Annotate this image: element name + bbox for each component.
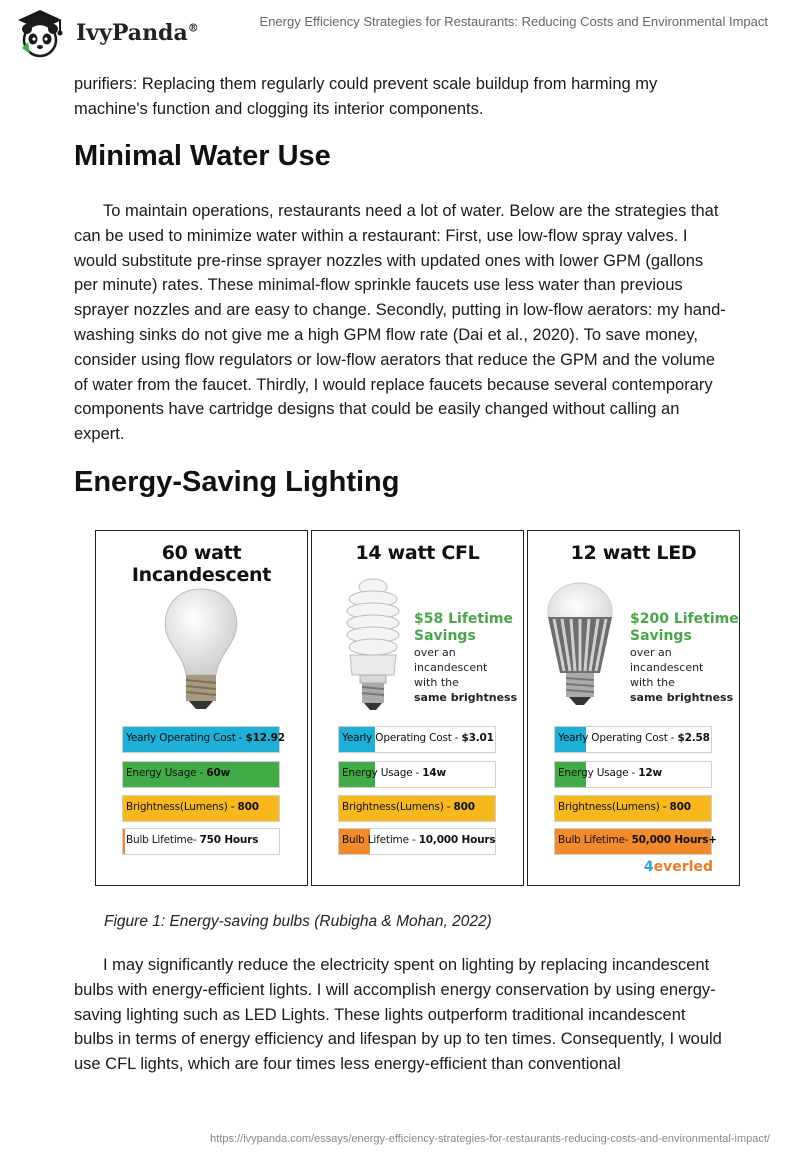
bar-label: Yearly Operating Cost - $12.92 <box>126 732 285 744</box>
savings-text: over an <box>414 646 456 659</box>
bar-label: Bulb Lifetime - 10,000 Hours <box>342 834 496 846</box>
bar-lifetime <box>122 828 280 855</box>
savings-text: same brightness <box>414 691 518 704</box>
brand-name: IvyPanda® <box>76 20 199 46</box>
bar-energy <box>338 761 496 788</box>
savings-amount: $58 Lifetime Savings <box>414 611 513 644</box>
page-header <box>0 0 800 62</box>
brand-logo: 4everled <box>643 859 713 875</box>
panda-logo-icon <box>12 8 68 58</box>
panel-led <box>527 530 740 886</box>
savings-callout <box>630 611 740 705</box>
bar-energy <box>554 761 712 788</box>
savings-text: incandescent <box>630 661 704 674</box>
bar-cost <box>554 726 712 753</box>
panel-title: 60 watt Incandescent <box>131 542 272 586</box>
paragraph-lighting: I may significantly reduce the electricity spent on lighting by replacing incandescent bulbs with energy-efficient lights. I will accomplish energy conservation by using energy-saving lighting such as LED Lights. These lights outperform traditional incandescent bulbs in terms of energy efficiency and lifespan by up to ten times. Consequently, I would use CFL lights, which are four times less energy-efficient than conventional <box>74 956 722 1074</box>
bar-label: Energy Usage - 12w <box>558 767 662 779</box>
bar-lifetime <box>554 828 717 855</box>
bar-cost <box>338 726 496 753</box>
bar-label: Energy Usage - 14w <box>342 767 446 779</box>
heading-lighting: Energy-Saving Lighting <box>74 466 400 498</box>
bar-lifetime <box>338 828 496 855</box>
cfl-bulb-icon <box>338 575 408 715</box>
bar-label: Yearly Operating Cost - $2.58 <box>558 732 710 744</box>
savings-text: with the <box>630 676 675 689</box>
savings-text: over an <box>630 646 672 659</box>
bar-label: Bulb Lifetime- 50,000 Hours+ <box>558 834 717 846</box>
bar-label: Yearly Operating Cost - $3.01 <box>342 732 494 744</box>
incandescent-bulb-icon <box>156 585 246 715</box>
paragraph-water: To maintain operations, restaurants need a lot of water. Below are the strategies that can be used to minimize water within a restaurant: First, use low-flow spray valves. I would substitute pre-rinse sprayer nozzles with updated ones with lower GPM (gallons per minute) rates. These minimal-flow sprinkle faucets use less water than previous sprayer nozzles and are easy to change. Secondly, putting in low-flow aerators: my hand-washing sinks do not give me a high GPM flow rate (Dai et al., 2020). To save money, consider using flow regulators or low-flow aerators that reduce the GPM and the volume of water from the faucet. Thirdly, I would replace faucets because several contemporary components have cartridge designs that could be easily changed without calling an expert. <box>74 202 726 444</box>
paragraph-intro: purifiers: Replacing them regularly could prevent scale buildup from harming my machine's function and clogging its interior components. <box>74 75 658 118</box>
savings-amount: $200 Lifetime Savings <box>630 611 739 644</box>
bar-brightness <box>554 795 712 822</box>
heading-water-use: Minimal Water Use <box>74 140 331 172</box>
savings-text: with the <box>414 676 459 689</box>
site-logo[interactable] <box>12 8 212 58</box>
bar-brightness <box>122 795 280 822</box>
panel-cfl <box>311 530 524 886</box>
panel-title: 14 watt CFL <box>355 542 480 564</box>
savings-text: incandescent <box>414 661 488 674</box>
bar-label: Brightness(Lumens) - 800 <box>342 801 475 813</box>
panel-title: 12 watt LED <box>570 542 697 564</box>
bar-label: Brightness(Lumens) - 800 <box>126 801 259 813</box>
savings-callout <box>414 611 524 705</box>
bar-brightness <box>338 795 496 822</box>
bar-label: Energy Usage - 60w <box>126 767 230 779</box>
bulbs-figure <box>95 530 740 886</box>
bar-cost <box>122 726 285 753</box>
source-url[interactable]: https://ivypanda.com/essays/energy-efficiency-strategies-for-restaurants-reducing-costs-and-environmental-impact/ <box>210 1133 770 1145</box>
document-title: Energy Efficiency Strategies for Restaurants: Reducing Costs and Environmental Impact <box>259 14 768 29</box>
panel-incandescent <box>95 530 308 886</box>
bar-energy <box>122 761 280 788</box>
bar-fill <box>123 829 125 854</box>
led-bulb-icon <box>540 581 620 711</box>
savings-text: same brightness <box>630 691 734 704</box>
bar-label: Bulb Lifetime- 750 Hours <box>126 834 259 846</box>
figure-caption: Figure 1: Energy-saving bulbs (Rubigha & Mohan, 2022) <box>104 913 492 930</box>
bar-label: Brightness(Lumens) - 800 <box>558 801 691 813</box>
